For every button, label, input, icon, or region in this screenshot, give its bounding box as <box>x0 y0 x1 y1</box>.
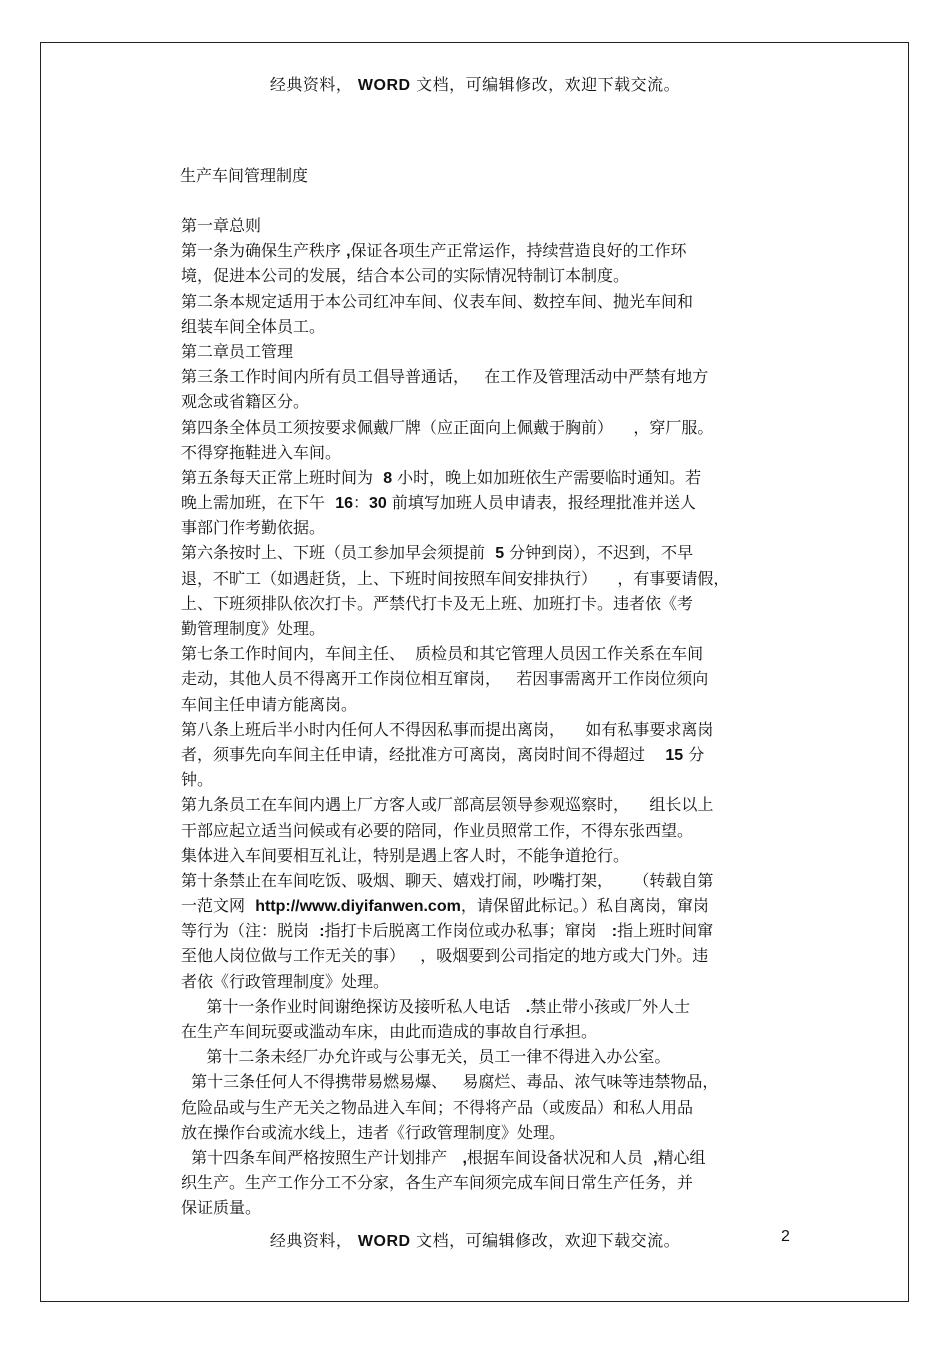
text-line <box>181 465 793 490</box>
line-text: 者，须事先向车间主任申请，经批准方可离岗，离岗时间不得超过 <box>181 744 666 764</box>
line-text: 第十三条任何人不得携带易燃易爆、 易腐烂、毒品、浓气味等违禁物品， <box>181 1072 719 1092</box>
text-line <box>181 692 793 717</box>
line-text: 分 <box>683 744 705 764</box>
text-line <box>181 792 793 817</box>
line-text: 第七条工作时间内，车间主任、 质检员和其它管理人员因工作关系在车间 <box>181 644 704 664</box>
line-text: 集体进入车间要相互礼让，特别是遇上客人时，不能争道抢行。 <box>181 845 630 865</box>
bold-token: 30 <box>369 495 387 513</box>
text-line <box>181 289 793 314</box>
line-text: 车间主任申请方能离岗。 <box>181 694 358 714</box>
header-word: WORD <box>357 77 411 94</box>
footer-text-pre: 经典资料， <box>269 1231 353 1250</box>
text-line <box>181 717 793 742</box>
bold-token: , <box>653 1149 658 1167</box>
text-line <box>181 1170 793 1195</box>
line-text: 第十条禁止在车间吃饭、吸烟、聊天、嬉戏打闹，吵嘴打架， （转载自第 <box>181 870 714 890</box>
text-line <box>181 943 793 968</box>
footer-text-post: 文档，可编辑修改，欢迎下载交流。 <box>416 1231 681 1250</box>
text-line <box>181 843 793 868</box>
line-text: ，请保留此标记。）私自离岗，窜岗 <box>460 896 709 916</box>
line-text: 小时，晚上如加班依生产需要临时通知。若 <box>392 467 702 487</box>
text-line <box>181 314 793 339</box>
line-text: 第二章员工管理 <box>181 341 294 361</box>
bold-token: : <box>319 923 325 941</box>
text-line <box>181 1120 793 1145</box>
bold-token: 5 <box>495 545 505 563</box>
text-line <box>181 566 793 591</box>
text-line <box>181 591 793 616</box>
header-text-pre: 经典资料， <box>269 75 353 94</box>
text-line <box>181 1044 793 1069</box>
line-text: 第九条员工在车间内遇上厂方客人或厂部高层领导参观巡察时， 组长以上 <box>181 795 714 815</box>
line-text: ： <box>352 493 369 513</box>
bold-token: http://www.diyifanwen.com <box>255 898 461 916</box>
line-text: 指上班时间窜 <box>617 921 714 941</box>
text-line <box>181 918 793 943</box>
line-text: 干部应起立适当问候或有必要的陪同，作业员照常工作，不得东张西望。 <box>181 820 694 840</box>
text-line <box>181 641 793 666</box>
line-text: 放在操作台或流水线上，违者《行政管理制度》处理。 <box>181 1122 566 1142</box>
line-text: 组装车间全体员工。 <box>181 316 326 336</box>
text-line <box>181 213 793 238</box>
line-text: 退，不旷工（如遇赶货，上、下班时间按照车间安排执行） ，有事要请假， <box>181 568 730 588</box>
text-line <box>181 389 793 414</box>
text-line <box>181 540 793 565</box>
line-text: 境，促进本公司的发展，结合本公司的实际情况特制订本制度。 <box>181 266 630 286</box>
text-line <box>181 1019 793 1044</box>
line-text: 观念或省籍区分。 <box>181 392 310 412</box>
document-title: 生产车间管理制度 <box>180 166 309 185</box>
bold-token: , <box>462 1149 467 1167</box>
line-text: 第十一条作业时间谢绝探访及接听私人电话 <box>181 996 526 1016</box>
text-line <box>181 490 793 515</box>
bold-token: : <box>611 923 618 941</box>
text-line <box>181 1145 793 1170</box>
footer-word: WORD <box>357 1233 411 1250</box>
line-text: 第八条上班后半小时内任何人不得因私事而提出离岗， 如有私事要求离岗 <box>181 719 714 739</box>
line-text: 钟。 <box>181 770 214 790</box>
text-line <box>181 1069 793 1094</box>
line-text: 等行为（注：脱岗 <box>181 921 320 941</box>
bold-token: . <box>525 998 531 1016</box>
text-line <box>181 893 793 918</box>
text-line <box>181 415 793 440</box>
line-text: 第十二条未经厂办允许或与公事无关，员工一律不得进入办公室。 <box>181 1047 671 1067</box>
text-line <box>181 767 793 792</box>
text-line <box>181 440 793 465</box>
text-line <box>181 238 793 263</box>
text-line <box>181 994 793 1019</box>
bold-token: 16 <box>335 495 353 513</box>
line-text: 织生产。生产工作分工不分家，各生产车间须完成车间日常生产任务，并 <box>181 1173 694 1193</box>
line-text: 事部门作考勤依据。 <box>181 518 326 538</box>
document-body <box>181 213 793 1221</box>
line-text: 危险品或与生产无关之物品进入车间；不得将产品（或废品）和私人用品 <box>181 1097 694 1117</box>
line-text: 禁止带小孩或厂外人士 <box>530 996 691 1016</box>
line-text: 不得穿拖鞋进入车间。 <box>181 442 342 462</box>
line-text: 勤管理制度》处理。 <box>181 619 326 638</box>
page-footer <box>0 1228 950 1251</box>
line-text: 者依《行政管理制度》处理。 <box>181 971 390 991</box>
line-text: 至他人岗位做与工作无关的事） ，吸烟要到公司指定的地方或大门外。违 <box>181 946 709 966</box>
line-text: 一范文网 <box>181 896 256 916</box>
line-text: 前填写加班人员申请表，报经理批准并送人 <box>386 493 696 513</box>
text-line <box>181 515 793 540</box>
text-line <box>181 1195 793 1220</box>
line-text: 第十四条车间严格按照生产计划排产 <box>181 1147 463 1167</box>
line-text: 第三条工作时间内所有员工倡导普通话， 在工作及管理活动中严禁有地方 <box>181 367 709 387</box>
line-text: 精心组 <box>657 1147 706 1167</box>
line-text: 保证质量。 <box>181 1198 262 1218</box>
line-text: 分钟到岗），不迟到，不早 <box>504 543 694 563</box>
bold-token: 8 <box>383 469 393 487</box>
line-text: 第六条按时上、下班（员工参加早会须提前 <box>181 543 496 563</box>
line-text: 上、下班须排队依次打卡。严禁代打卡及无上班、加班打卡。违者依《考 <box>181 593 694 613</box>
text-line <box>181 263 793 288</box>
line-text: 走动，其他人员不得离开工作岗位相互窜岗， 若因事需离开工作岗位须向 <box>181 669 709 689</box>
text-line <box>181 616 793 641</box>
text-line <box>181 969 793 994</box>
line-text: 晚上需加班，在下午 <box>181 493 336 513</box>
bold-token: , <box>346 243 351 261</box>
text-line <box>181 818 793 843</box>
header-text-post: 文档，可编辑修改，欢迎下载交流。 <box>416 75 681 94</box>
line-text: 在生产车间玩耍或滥动车床，由此而造成的事故自行承担。 <box>181 1022 598 1041</box>
text-line <box>181 742 793 767</box>
page-number: 2 <box>781 1228 790 1245</box>
page-header <box>0 72 950 95</box>
line-text: 第一章总则 <box>181 216 262 235</box>
text-line <box>181 666 793 691</box>
text-line <box>181 339 793 364</box>
text-line <box>181 1095 793 1120</box>
line-text: 第一条为确保生产秩序 <box>181 241 347 261</box>
bold-token: 15 <box>665 746 684 764</box>
line-text: 第五条每天正常上班时间为 <box>181 467 384 487</box>
text-line <box>181 364 793 389</box>
line-text: 根据车间设备状况和人员 <box>466 1147 654 1167</box>
line-text: 第二条本规定适用于本公司红冲车间、仪表车间、数控车间、抛光车间和 <box>181 291 694 311</box>
line-text: 第四条全体员工须按要求佩戴厂牌（应正面向上佩戴于胸前） ，穿厂服。 <box>181 417 714 437</box>
line-text: 指打卡后脱离工作岗位或办私事；窜岗 <box>324 921 612 941</box>
text-line <box>181 868 793 893</box>
line-text: 保证各项生产正常运作，持续营造良好的工作环 <box>350 241 687 261</box>
